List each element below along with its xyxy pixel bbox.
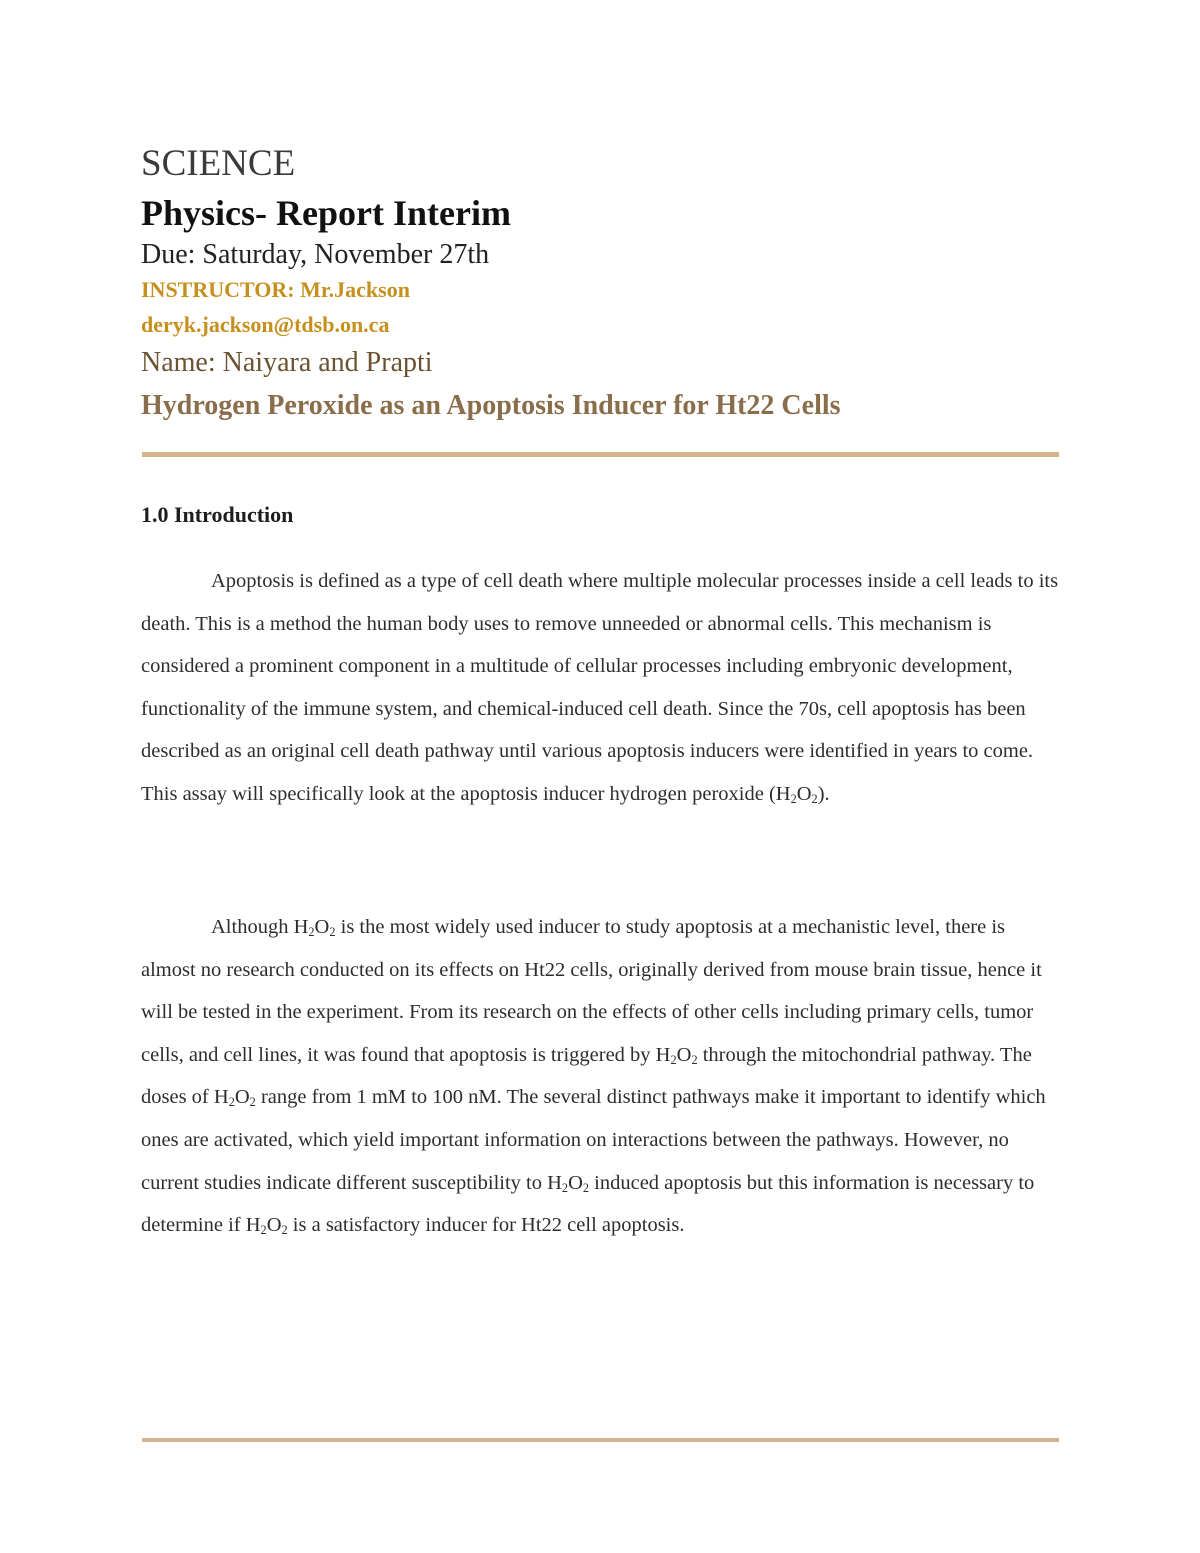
intro-paragraph-2 xyxy=(141,906,1061,1247)
p2-text-1: Although H xyxy=(211,916,309,938)
formula-o: O xyxy=(314,916,330,938)
formula-o: O xyxy=(676,1043,692,1066)
instructor-email: deryk.jackson@tdsb.on.ca xyxy=(141,312,390,337)
formula-sub: 2 xyxy=(260,1223,267,1238)
formula-sub: 2 xyxy=(329,925,336,940)
top-divider xyxy=(142,452,1059,457)
p2-text-3: through the mitochondrial pathway. The doses of H xyxy=(141,1043,1032,1109)
formula-o: O xyxy=(234,1086,250,1109)
bottom-divider xyxy=(142,1438,1059,1442)
instructor-label: INSTRUCTOR: Mr.Jackson xyxy=(141,277,410,302)
formula-sub: 2 xyxy=(249,1095,256,1110)
formula-o: O xyxy=(796,782,812,805)
section-heading: 1.0 Introduction xyxy=(141,502,294,527)
formula-o: O xyxy=(568,1171,583,1194)
page-title: Physics- Report Interim xyxy=(141,193,511,233)
formula-sub: 2 xyxy=(790,792,797,807)
subject-label: SCIENCE xyxy=(141,143,296,184)
formula-o: O xyxy=(266,1214,282,1237)
p2-text-6: is a satisfactory inducer for Ht22 cell apoptosis. xyxy=(287,1214,685,1237)
report-title: Hydrogen Peroxide as an Apoptosis Inducer for Ht22 Cells xyxy=(141,390,841,421)
formula-sub: 2 xyxy=(308,925,315,940)
due-date: Due: Saturday, November 27th xyxy=(141,239,490,270)
formula-sub: 2 xyxy=(670,1052,677,1067)
formula-sub: 2 xyxy=(228,1095,235,1110)
p2-text-2: is the most widely used inducer to study apoptosis at a mechanistic level, there is almost no research conducted on its effects on Ht22 cells, originally derived from mouse brain tissue, hence it will be tested in the experiment. From its research on the effects of other cells including primary cells, tumor cells, and cell lines, it was found that apoptosis is triggered by H xyxy=(141,916,1042,1066)
formula-sub: 2 xyxy=(582,1180,590,1195)
formula-sub: 2 xyxy=(811,792,818,807)
p1-text-1: Apoptosis is defined as a type of cell death where multiple molecular processes inside a cell leads to its death. This is a method the human body uses to remove unneeded or abnormal cells. This mechanism is considered a prominent component in a multitude of cellular processes including embryonic development, functionality of the immune system, and chemical-induced cell death. Since the 70s, cell apoptosis has been described as an original cell death pathway until various apoptosis inducers were identified in years to come. This assay will specifically look at the apoptosis inducer hydrogen peroxide (H xyxy=(141,570,1059,805)
p1-text-2: ). xyxy=(817,782,830,805)
p2-text-4: range from 1 mM to 100 nM. The several distinct pathways make it important to identify which ones are activated, which yield important information on interactions between the pathways. However, no current studies indicate different susceptibility to H xyxy=(141,1086,1046,1194)
formula-sub: 2 xyxy=(561,1180,569,1195)
intro-paragraph-1 xyxy=(141,560,1061,816)
formula-sub: 2 xyxy=(691,1052,698,1067)
formula-sub: 2 xyxy=(281,1223,288,1238)
p2-text-5: induced apoptosis but this information is necessary to determine if H xyxy=(141,1171,1035,1237)
student-names: Name: Naiyara and Prapti xyxy=(141,347,433,378)
